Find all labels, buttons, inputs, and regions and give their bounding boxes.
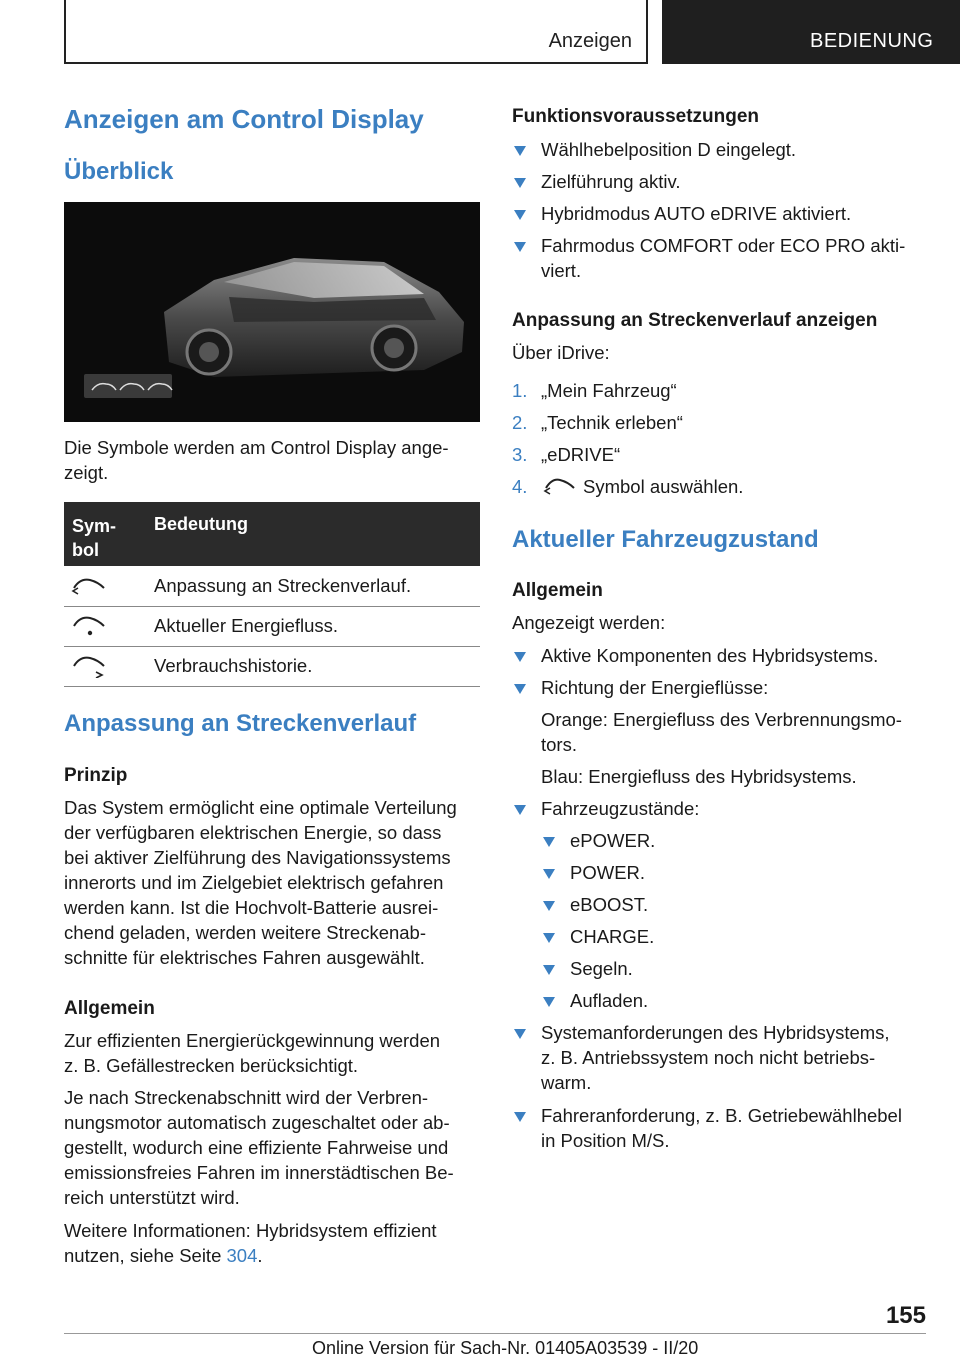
- prinzip-line: innerorts und im Zielgebiet elektrisch gefahren: [64, 872, 444, 893]
- route-adaptation-heading: Anpassung an Streckenverlauf: [64, 710, 417, 737]
- bullet-triangle-icon: [543, 837, 555, 847]
- list-item-continuation: viert.: [541, 260, 582, 281]
- bullet-triangle-icon: [514, 178, 526, 188]
- list-item: Hybridmodus AUTO eDRIVE aktiviert.: [541, 203, 852, 224]
- caption-line-2: zeigt.: [64, 462, 109, 483]
- more-info-prefix: nutzen, siehe Seite: [64, 1245, 227, 1266]
- bullet-triangle-icon: [543, 965, 555, 975]
- header-chapter-title: BEDIENUNG: [810, 30, 934, 52]
- step-text: „eDRIVE“: [541, 444, 621, 465]
- header-section-title: Anzeigen: [548, 30, 632, 52]
- prinzip-line: werden kann. Ist die Hochvolt-Batterie ausrei-: [64, 897, 439, 918]
- step-number: 2.: [512, 412, 528, 433]
- vehicle-state-heading: Aktueller Fahrzeugzustand: [512, 526, 819, 553]
- table-header-symbol: [72, 514, 116, 562]
- allgemein-line: emissionsfreies Fahren im innerstädtischen Be-: [64, 1162, 454, 1183]
- more-info-suffix: .: [257, 1245, 263, 1266]
- footer-version-text: Online Version für Sach-Nr. 01405A03539 - II/20: [312, 1338, 699, 1358]
- table-row: [64, 566, 480, 607]
- allgemein-line: z. B. Gefällestrecken berücksichtigt.: [64, 1055, 359, 1076]
- page-reference-link[interactable]: 304: [226, 1245, 258, 1266]
- func-requirements-heading: Funktionsvoraussetzungen: [512, 106, 760, 127]
- step-number: 4.: [512, 476, 528, 497]
- bullet-triangle-icon: [543, 997, 555, 1007]
- consumption-history-icon: [70, 652, 110, 678]
- bullet-triangle-icon: [514, 684, 526, 694]
- step-number: 1.: [512, 380, 528, 401]
- car-display-image: [64, 202, 480, 422]
- table-header-symbol-line-1: Sym-: [72, 516, 117, 536]
- step-text: Symbol auswählen.: [583, 476, 744, 497]
- list-item-continuation: z. B. Antriebssystem noch nicht betriebs-: [541, 1047, 876, 1068]
- via-idrive: Über iDrive:: [512, 342, 610, 363]
- show-route-heading: Anpassung an Streckenverlauf anzeigen: [512, 310, 878, 331]
- more-info-line: Weitere Informationen: Hybridsystem effizient: [64, 1220, 437, 1241]
- header-chapter-tab: [662, 0, 960, 64]
- table-row: [64, 606, 480, 647]
- route-adaptation-icon: [542, 474, 578, 498]
- bullet-triangle-icon: [543, 869, 555, 879]
- list-item: Fahrzeugzustände:: [541, 798, 700, 819]
- list-item: Systemanforderungen des Hybridsystems,: [541, 1022, 890, 1043]
- orange-flow-line: Orange: Energiefluss des Verbrennungsmo-: [541, 709, 902, 730]
- prinzip-line: chend geladen, werden weitere Streckenab-: [64, 922, 427, 943]
- state-general-heading: Allgemein: [512, 580, 603, 601]
- list-item-continuation: in Position M/S.: [541, 1130, 670, 1151]
- sub-list-item: eBOOST.: [570, 894, 649, 915]
- sub-list-item: Segeln.: [570, 958, 633, 979]
- list-item-continuation: warm.: [541, 1072, 592, 1093]
- prinzip-line: der verfügbaren elektrischen Energie, so dass: [64, 822, 442, 843]
- blue-flow-line: Blau: Energiefluss des Hybridsystems.: [541, 766, 857, 787]
- list-item: Wählhebelposition D eingelegt.: [541, 139, 797, 160]
- allgemein-heading: Allgemein: [64, 998, 155, 1019]
- overview-heading: Überblick: [64, 158, 174, 185]
- orange-flow-line: tors.: [541, 734, 577, 755]
- table-row-text: Verbrauchshistorie.: [154, 655, 313, 676]
- bullet-triangle-icon: [514, 242, 526, 252]
- allgemein-line: gestellt, wodurch eine effiziente Fahrweise und: [64, 1137, 449, 1158]
- shown-text: Angezeigt werden:: [512, 612, 666, 633]
- sub-list-item: Aufladen.: [570, 990, 649, 1011]
- sub-list-item: ePOWER.: [570, 830, 656, 851]
- bullet-triangle-icon: [514, 1112, 526, 1122]
- list-item: Richtung der Energieflüsse:: [541, 677, 769, 698]
- page-title: Anzeigen am Control Display: [64, 104, 424, 134]
- list-item: Fahreranforderung, z. B. Getriebewählhebel: [541, 1105, 902, 1126]
- table-row-text: Aktueller Energiefluss.: [154, 615, 339, 636]
- allgemein-line: reich unterstützt wird.: [64, 1187, 240, 1208]
- sub-list-item: POWER.: [570, 862, 646, 883]
- prinzip-line: schnitte für elektrisches Fahren ausgewählt.: [64, 947, 425, 968]
- table-header-symbol-line-2: bol: [72, 540, 99, 560]
- symbol-table-header: [64, 502, 480, 566]
- sub-list-item: CHARGE.: [570, 926, 655, 947]
- more-info-ref: [64, 1243, 263, 1268]
- table-row: [64, 646, 480, 687]
- caption-line-1: Die Symbole werden am Control Display ange-: [64, 437, 449, 458]
- bullet-triangle-icon: [514, 1029, 526, 1039]
- header-section-box: [64, 0, 648, 64]
- page-number: 155: [885, 1302, 926, 1329]
- allgemein-line: Je nach Streckenabschnitt wird der Verbren-: [64, 1087, 429, 1108]
- allgemein-line: nungsmotor automatisch zugeschaltet oder ab-: [64, 1112, 450, 1133]
- table-header-meaning: Bedeutung: [154, 514, 248, 534]
- step-number: 3.: [512, 444, 528, 465]
- step-text: „Technik erleben“: [541, 412, 683, 433]
- bullet-triangle-icon: [543, 933, 555, 943]
- prinzip-heading: Prinzip: [64, 765, 128, 786]
- energy-flow-icon: [70, 612, 110, 638]
- list-item: Zielführung aktiv.: [541, 171, 681, 192]
- list-item: Aktive Komponenten des Hybridsystems.: [541, 645, 879, 666]
- list-item: Fahrmodus COMFORT oder ECO PRO akti-: [541, 235, 906, 256]
- route-adaptation-icon: [70, 572, 110, 598]
- table-row-text: Anpassung an Streckenverlauf.: [154, 575, 412, 596]
- bullet-triangle-icon: [543, 901, 555, 911]
- bullet-triangle-icon: [514, 652, 526, 662]
- car-illustration: [64, 202, 480, 422]
- prinzip-line: Das System ermöglicht eine optimale Verteilung: [64, 797, 457, 818]
- bullet-triangle-icon: [514, 146, 526, 156]
- prinzip-line: bei aktiver Zielführung des Navigationssystems: [64, 847, 451, 868]
- allgemein-line: Zur effizienten Energierückgewinnung werden: [64, 1030, 441, 1051]
- bullet-triangle-icon: [514, 210, 526, 220]
- step-text: „Mein Fahrzeug“: [541, 380, 677, 401]
- bullet-triangle-icon: [514, 805, 526, 815]
- footer-divider: [64, 1333, 926, 1334]
